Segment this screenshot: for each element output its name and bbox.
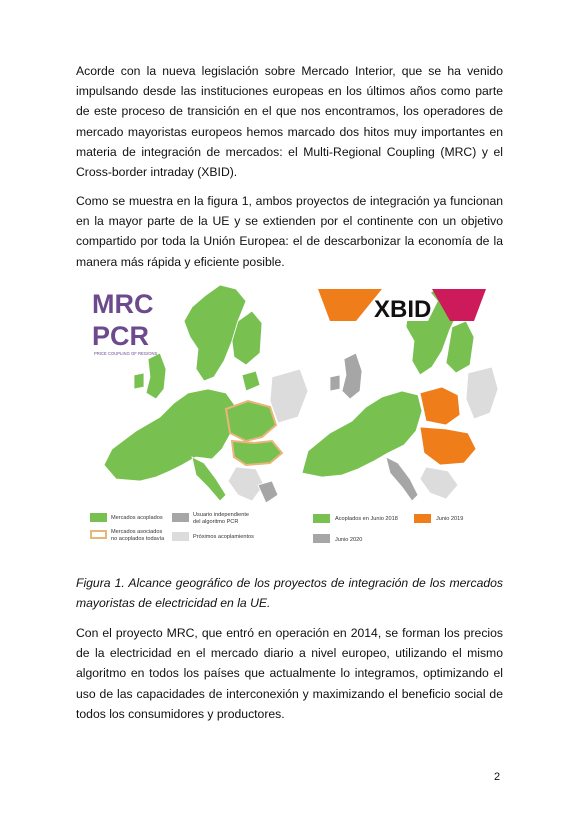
map-ireland bbox=[134, 373, 144, 389]
legend-label-associated bbox=[111, 529, 164, 542]
legend-label-june2020: Junio 2020 bbox=[335, 537, 363, 543]
map-east-grey bbox=[270, 369, 308, 423]
map-balkans-upcoming bbox=[228, 467, 264, 501]
map-baltics bbox=[242, 371, 260, 391]
xbid-uk bbox=[342, 353, 362, 399]
map-central-west bbox=[104, 389, 236, 481]
figure-svg bbox=[86, 281, 500, 555]
legend-swatch-upcoming bbox=[172, 532, 189, 541]
xbid-west-june2018 bbox=[302, 391, 422, 477]
legend-label-june2019: Junio 2019 bbox=[436, 516, 464, 522]
map-associated-east-2 bbox=[232, 441, 282, 465]
legend-label-associated-line2: no acoplados todavía bbox=[111, 535, 165, 542]
page-number: 2 bbox=[494, 771, 501, 783]
legend-swatch-june2019 bbox=[414, 514, 431, 523]
map-italy bbox=[192, 457, 226, 501]
legend-label-associated-line1: Mercados asociados bbox=[111, 529, 163, 535]
legend-swatch-june2020 bbox=[313, 534, 330, 543]
xbid-balkans bbox=[420, 467, 458, 499]
mrc-logo-tagline: PRICE COUPLING OF REGIONS bbox=[94, 351, 158, 356]
figure-caption: Figura 1. Alcance geográfico de los proyectos de integración de los mercados mayoristas de electricidad en la UE. bbox=[76, 576, 503, 611]
paragraph-figure-reference: Como se muestra en la figura 1, ambos proyectos de integración ya funcionan en la mayor parte de la UE y se extienden por el continente con un objetivo compartido por toda la Unión Europea: el de descarbonizar la economía de la manera más rápida y eficiente posible. bbox=[76, 194, 503, 269]
paragraph-intro: Acorde con la nueva legislación sobre Mercado Interior, que se ha venido impulsando desde las instituciones europeas en los últimos años como parte de este proceso de transición en el que nos encontramos, los operadores de mercado mayoristas europeos hemos marcado dos hitos muy importantes en materia de integración de mercados: el Multi-Regional Coupling (MRC) y el Cross-border intraday (XBID). bbox=[76, 64, 503, 180]
xbid-logo-text: XBID bbox=[374, 296, 432, 323]
legend-swatch-independent bbox=[172, 513, 189, 522]
map-uk bbox=[146, 353, 166, 399]
paragraph-mrc-project: Con el proyecto MRC, que entró en operación en 2014, se forman los precios de la electricidad en el mercado diario a nivel europeo, utilizando el mismo algoritmo en todos los países que actualmente lo integramos, optimizando el uso de las capacidades de interconexión y maximizando el beneficio social de todos los consumidores y productores. bbox=[76, 626, 503, 721]
xbid-east-grey bbox=[466, 367, 498, 419]
xbid-ireland bbox=[330, 375, 340, 391]
figure-integration-maps bbox=[86, 281, 500, 555]
xbid-italy-june2020 bbox=[386, 457, 418, 501]
map-associated-east-1 bbox=[226, 401, 276, 441]
mrc-logo-top: MRC bbox=[92, 289, 154, 319]
xbid-east-june2019 bbox=[420, 427, 476, 465]
legend-label-independent bbox=[193, 512, 249, 525]
xbid-logo-orange-shape bbox=[318, 289, 382, 321]
legend-label-independent-line2: del algoritmo PCR bbox=[193, 518, 239, 525]
mrc-logo-bottom: PCR bbox=[92, 321, 150, 351]
map-independent bbox=[258, 481, 278, 503]
legend-label-independent-line1: Usuario independiente bbox=[193, 512, 249, 518]
mrc-logo bbox=[92, 289, 157, 356]
legend-swatch-associated bbox=[90, 530, 107, 539]
legend-label-june2018: Acoplados en Junio 2018 bbox=[335, 516, 398, 522]
legend-label-coupled: Mercados acoplados bbox=[111, 515, 163, 521]
legend-label-upcoming: Próximos acoplamientos bbox=[193, 534, 254, 540]
legend-swatch-coupled bbox=[90, 513, 107, 522]
legend-swatch-june2018 bbox=[313, 514, 330, 523]
xbid-poland-june2019 bbox=[420, 387, 460, 425]
xbid-logo bbox=[318, 289, 486, 323]
